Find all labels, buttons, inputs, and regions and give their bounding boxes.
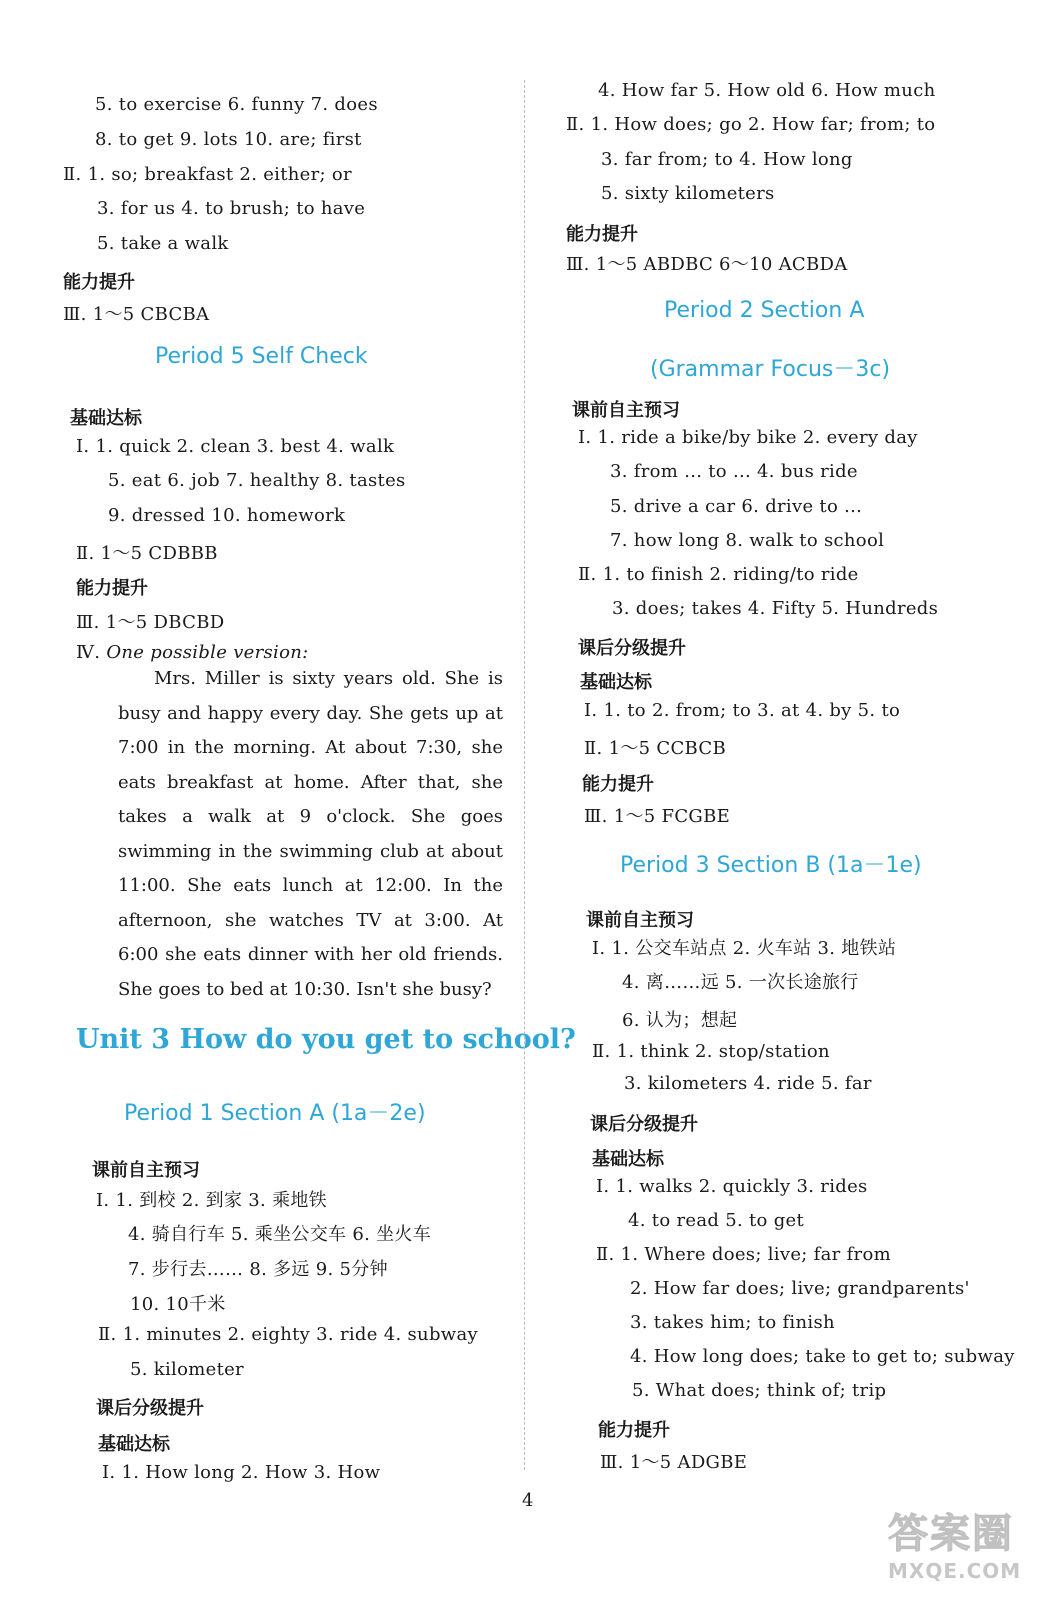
answer-line: 5. kilometer [130, 1359, 244, 1380]
section-heading-preview: 课前自主预习 [572, 400, 680, 421]
one-possible-version: One possible version: [106, 642, 309, 663]
answer-line: 4. to read 5. to get [628, 1210, 805, 1231]
answer-line: Ⅰ. 1. to 2. from; to 3. at 4. by 5. to [584, 700, 901, 721]
answer-line: Ⅱ. 1. to finish 2. riding/to ride [578, 564, 859, 585]
section-heading-ability: 能力提升 [598, 1420, 670, 1441]
answer-line: 3. takes him; to finish [630, 1312, 835, 1333]
watermark-top-text: 答案圈 [888, 1511, 1014, 1557]
answer-line: 4. 骑自行车 5. 乘坐公交车 6. 坐火车 [128, 1224, 432, 1245]
answer-line: Ⅱ. 1. so; breakfast 2. either; or [63, 164, 352, 185]
section-heading-basic: 基础达标 [98, 1434, 170, 1455]
answer-line: 4. How far 5. How old 6. How much [598, 80, 936, 101]
answer-line: Ⅰ. 1. 公交车站点 2. 火车站 3. 地铁站 [592, 938, 897, 959]
answer-line: Ⅰ. 1. ride a bike/by bike 2. every day [578, 427, 918, 448]
section-heading-preview: 课前自主预习 [586, 910, 694, 931]
answer-line: 3. kilometers 4. ride 5. far [624, 1073, 872, 1094]
answer-line: 3. from ... to ... 4. bus ride [610, 461, 858, 482]
answer-line: 5. drive a car 6. drive to ... [610, 496, 863, 517]
answer-line: Ⅱ. 1. think 2. stop/station [592, 1041, 830, 1062]
section-heading-ability: 能力提升 [582, 774, 654, 795]
section-heading-ability: 能力提升 [76, 578, 148, 599]
answer-line: Ⅲ. 1～5 FCGBE [584, 806, 731, 827]
answer-line: 7. how long 8. walk to school [610, 530, 885, 551]
section-heading-basic: 基础达标 [580, 672, 652, 693]
section-heading-after-class: 课后分级提升 [578, 638, 686, 659]
answer-line: Ⅱ. 1. How does; go 2. How far; from; to [566, 114, 936, 135]
section-heading-after-class: 课后分级提升 [590, 1114, 698, 1135]
answer-line: Ⅱ. 1. Where does; live; far from [596, 1244, 891, 1265]
answer-line: Ⅲ. 1～5 DBCBD [76, 612, 225, 633]
answer-line: Ⅱ. 1～5 CCBCB [584, 738, 727, 759]
answer-line: 5. What does; think of; trip [632, 1380, 887, 1401]
answer-line: 5. to exercise 6. funny 7. does [95, 94, 378, 115]
iv-label: Ⅳ. [76, 642, 107, 663]
answer-line: 5. take a walk [97, 233, 229, 254]
answer-line: 4. How long does; take to get to; subway [630, 1346, 1015, 1367]
answer-line: Ⅰ. 1. How long 2. How 3. How [102, 1462, 381, 1483]
page-number: 4 [522, 1490, 534, 1511]
answer-line: 7. 步行去…… 8. 多远 9. 5分钟 [128, 1259, 388, 1280]
section-heading-ability: 能力提升 [566, 224, 638, 245]
answer-line: Ⅰ. 1. quick 2. clean 3. best 4. walk [76, 436, 395, 457]
answer-line: Ⅱ. 1～5 CDBBB [76, 543, 218, 564]
answer-line: Ⅰ. 1. 到校 2. 到家 3. 乘地铁 [96, 1190, 327, 1211]
section-heading-ability: 能力提升 [63, 272, 135, 293]
period-2-title: Period 2 Section A [664, 298, 865, 323]
answer-line: Ⅲ. 1～5 CBCBA [63, 304, 210, 325]
column-divider [524, 80, 525, 1470]
answer-line: 6. 认为；想起 [622, 1010, 738, 1031]
essay-text: Mrs. Miller is sixty years old. She is busy and happy every day. She gets up at 7:00 in the morning. At about 7:30, she eats breakfast at home. After that, she takes a walk at 9 o'clock. She goes swimming in the swimming club at about 11:00. She eats lunch at 12:00. In the afternoon, she watches TV at 3:00. At 6:00 she eats dinner with her old friends. She goes to bed at 10:30. Isn't she busy? [118, 668, 503, 1000]
watermark-logo [888, 1502, 1038, 1594]
section-heading-basic: 基础达标 [70, 408, 142, 429]
section-heading-preview: 课前自主预习 [92, 1160, 200, 1181]
section-heading-after-class: 课后分级提升 [96, 1398, 204, 1419]
watermark-bottom-text: MXQE.COM [888, 1559, 1022, 1583]
answer-line: 3. does; takes 4. Fifty 5. Hundreds [612, 598, 939, 619]
period-5-title: Period 5 Self Check [155, 344, 368, 369]
answer-line: 4. 离……远 5. 一次长途旅行 [622, 972, 859, 993]
answer-line: Ⅲ. 1～5 ABDBC 6～10 ACBDA [566, 254, 848, 275]
answer-line: 8. to get 9. lots 10. are; first [95, 129, 362, 150]
answer-line: 5. eat 6. job 7. healthy 8. tastes [108, 470, 406, 491]
unit-3-title: Unit 3 How do you get to school? [76, 1024, 576, 1055]
answer-line: 9. dressed 10. homework [108, 505, 346, 526]
answer-line: Ⅲ. 1～5 ADGBE [600, 1452, 748, 1473]
section-heading-basic: 基础达标 [592, 1149, 664, 1170]
answer-line: 3. for us 4. to brush; to have [97, 198, 366, 219]
answer-line: Ⅰ. 1. walks 2. quickly 3. rides [596, 1176, 868, 1197]
period-1-title: Period 1 Section A (1a－2e) [124, 1101, 426, 1126]
answer-line: 2. How far does; live; grandparents' [630, 1278, 970, 1299]
answer-line: 5. sixty kilometers [601, 183, 775, 204]
period-2-subtitle: (Grammar Focus－3c) [650, 357, 891, 382]
answer-line: 10. 10千米 [130, 1294, 226, 1315]
answer-line: 3. far from; to 4. How long [601, 149, 853, 170]
period-3-title: Period 3 Section B (1a－1e) [620, 853, 922, 878]
answer-line: Ⅱ. 1. minutes 2. eighty 3. ride 4. subway [98, 1324, 478, 1345]
